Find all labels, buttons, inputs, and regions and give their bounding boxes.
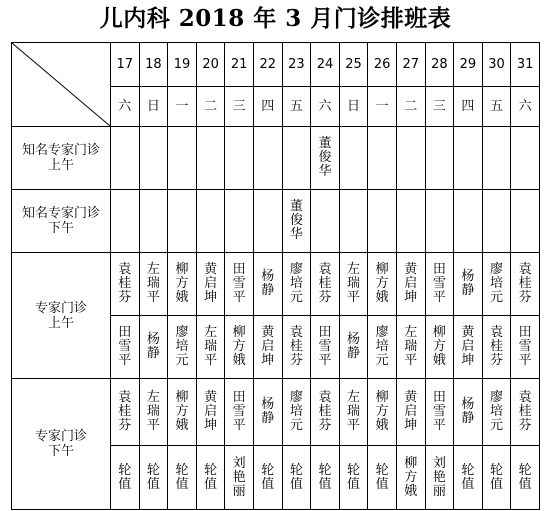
doctor-cell — [139, 190, 168, 253]
date-cell: 22 — [253, 43, 282, 87]
doctor-name: 袁桂芬 — [318, 262, 332, 305]
doctor-name: 杨静 — [261, 397, 275, 426]
doctor-cell — [253, 379, 282, 446]
doctor-cell — [282, 446, 311, 510]
date-cell: 19 — [168, 43, 197, 87]
doctor-name: 袁桂芬 — [518, 262, 532, 305]
date-cell: 23 — [282, 43, 311, 87]
weekday-cell: 日 — [139, 87, 168, 127]
doctor-cell — [511, 253, 540, 316]
doctor-cell — [425, 253, 454, 316]
doctor-name: 左瑞平 — [404, 325, 418, 368]
doctor-cell — [482, 127, 511, 190]
doctor-cell — [339, 379, 368, 446]
doctor-name: 袁桂芬 — [118, 390, 132, 433]
doctor-name: 轮值 — [318, 462, 332, 492]
weekday-cell: 六 — [111, 87, 140, 127]
doctor-cell — [454, 253, 483, 316]
doctor-cell — [454, 190, 483, 253]
doctor-cell — [425, 446, 454, 510]
doctor-name: 田雪平 — [318, 325, 332, 368]
doctor-cell — [253, 253, 282, 316]
doctor-name: 杨静 — [461, 397, 475, 426]
doctor-cell — [225, 446, 254, 510]
doctor-name: 刘艳丽 — [232, 455, 246, 499]
doctor-name: 杨静 — [347, 332, 361, 361]
doctor-name: 杨静 — [461, 269, 475, 298]
date-cell: 25 — [339, 43, 368, 87]
expert-am-row-1 — [12, 253, 540, 316]
doctor-name: 田雪平 — [518, 325, 532, 368]
doctor-cell — [482, 446, 511, 510]
doctor-name: 袁桂芬 — [490, 325, 504, 368]
doctor-cell — [396, 379, 425, 446]
doctor-cell — [311, 190, 340, 253]
doctor-name: 杨静 — [146, 332, 160, 361]
row-label-session: 下午 — [48, 444, 75, 459]
doctor-cell — [511, 379, 540, 446]
weekday-cell: 五 — [282, 87, 311, 127]
doctor-cell — [168, 379, 197, 446]
doctor-name: 轮值 — [261, 462, 275, 492]
doctor-name: 轮值 — [347, 462, 361, 492]
doctor-cell — [196, 253, 225, 316]
weekday-cell: 一 — [168, 87, 197, 127]
date-row — [12, 43, 540, 87]
doctor-cell — [111, 190, 140, 253]
doctor-name: 左瑞平 — [204, 325, 218, 368]
doctor-cell — [396, 190, 425, 253]
doctor-name: 轮值 — [175, 462, 189, 492]
doctor-name: 廖培元 — [490, 390, 504, 433]
doctor-cell — [139, 446, 168, 510]
weekday-cell: 四 — [454, 87, 483, 127]
doctor-name: 田雪平 — [432, 262, 446, 305]
doctor-name: 黄启坤 — [261, 325, 275, 368]
doctor-name: 廖培元 — [289, 390, 303, 433]
doctor-cell — [454, 127, 483, 190]
row-label-session: 下午 — [48, 221, 75, 236]
date-cell: 29 — [454, 43, 483, 87]
doctor-name: 袁桂芬 — [318, 390, 332, 433]
doctor-name: 轮值 — [375, 462, 389, 492]
doctor-cell — [482, 316, 511, 379]
row-label — [12, 127, 111, 190]
weekday-cell: 四 — [253, 87, 282, 127]
doctor-cell — [339, 127, 368, 190]
doctor-name: 袁桂芬 — [518, 390, 532, 433]
doctor-cell — [168, 253, 197, 316]
date-cell: 30 — [482, 43, 511, 87]
doctor-cell — [253, 316, 282, 379]
doctor-name: 袁桂芬 — [118, 262, 132, 305]
doctor-name: 轮值 — [518, 462, 532, 492]
doctor-cell — [311, 316, 340, 379]
doctor-cell — [196, 190, 225, 253]
doctor-name: 袁桂芬 — [289, 325, 303, 368]
doctor-cell — [339, 446, 368, 510]
row-label-clinic: 知名专家门诊 — [22, 206, 101, 221]
doctor-cell — [396, 446, 425, 510]
doctor-cell — [282, 190, 311, 253]
doctor-cell — [253, 190, 282, 253]
doctor-name: 黄启坤 — [204, 390, 218, 433]
row-label-clinic: 专家门诊 — [35, 429, 88, 444]
doctor-cell — [396, 316, 425, 379]
doctor-cell — [482, 253, 511, 316]
doctor-name: 轮值 — [146, 462, 160, 492]
doctor-cell — [111, 253, 140, 316]
doctor-name: 廖培元 — [289, 262, 303, 305]
doctor-cell — [425, 379, 454, 446]
doctor-name: 田雪平 — [432, 390, 446, 433]
doctor-cell — [111, 127, 140, 190]
doctor-cell — [368, 190, 397, 253]
doctor-cell — [225, 253, 254, 316]
doctor-name: 黄启坤 — [404, 390, 418, 433]
row-label — [12, 190, 111, 253]
doctor-cell — [425, 127, 454, 190]
doctor-name: 廖培元 — [375, 325, 389, 368]
date-cell: 26 — [368, 43, 397, 87]
doctor-name: 田雪平 — [118, 325, 132, 368]
row-label-clinic: 专家门诊 — [35, 300, 88, 316]
doctor-cell — [368, 253, 397, 316]
doctor-cell — [225, 190, 254, 253]
doctor-name: 轮值 — [204, 462, 218, 492]
doctor-name: 杨静 — [261, 269, 275, 298]
doctor-name: 董俊华 — [318, 136, 332, 179]
date-cell: 24 — [311, 43, 340, 87]
doctor-cell — [111, 379, 140, 446]
doctor-cell — [425, 190, 454, 253]
doctor-cell — [196, 127, 225, 190]
doctor-cell — [225, 127, 254, 190]
doctor-cell — [511, 190, 540, 253]
doctor-cell — [454, 379, 483, 446]
doctor-name: 柳方娥 — [175, 390, 189, 433]
doctor-name: 左瑞平 — [347, 262, 361, 305]
doctor-cell — [111, 316, 140, 379]
doctor-cell — [511, 127, 540, 190]
doctor-cell — [282, 127, 311, 190]
doctor-cell — [111, 446, 140, 510]
weekday-cell: 二 — [396, 87, 425, 127]
doctor-cell — [396, 127, 425, 190]
doctor-cell — [282, 316, 311, 379]
famous-pm-row — [12, 190, 540, 253]
date-cell: 31 — [511, 43, 540, 87]
doctor-cell — [339, 190, 368, 253]
doctor-cell — [511, 446, 540, 510]
doctor-name: 左瑞平 — [146, 262, 160, 305]
doctor-cell — [225, 379, 254, 446]
date-cell: 21 — [225, 43, 254, 87]
doctor-cell — [368, 446, 397, 510]
doctor-cell — [196, 446, 225, 510]
doctor-name: 廖培元 — [490, 262, 504, 305]
weekday-cell: 五 — [482, 87, 511, 127]
doctor-name: 黄启坤 — [461, 325, 475, 368]
row-label-session: 上午 — [48, 158, 75, 173]
doctor-name: 轮值 — [118, 462, 132, 492]
doctor-cell — [253, 127, 282, 190]
weekday-cell: 六 — [311, 87, 340, 127]
doctor-name: 黄启坤 — [204, 262, 218, 305]
expert-pm-row-1 — [12, 379, 540, 446]
date-cell: 20 — [196, 43, 225, 87]
row-label — [12, 253, 111, 379]
doctor-name: 轮值 — [461, 462, 475, 492]
doctor-cell — [225, 316, 254, 379]
weekday-cell: 三 — [225, 87, 254, 127]
date-cell: 17 — [111, 43, 140, 87]
doctor-cell — [368, 316, 397, 379]
doctor-cell — [511, 316, 540, 379]
doctor-name: 轮值 — [490, 462, 504, 492]
doctor-name: 柳方娥 — [432, 325, 446, 368]
date-cell: 18 — [139, 43, 168, 87]
doctor-cell — [368, 379, 397, 446]
page-title: 儿内科 2018 年 3 月门诊排班表 — [99, 5, 452, 32]
doctor-name: 黄启坤 — [404, 262, 418, 305]
doctor-cell — [282, 253, 311, 316]
weekday-cell: 一 — [368, 87, 397, 127]
doctor-cell — [196, 379, 225, 446]
doctor-cell — [311, 446, 340, 510]
doctor-name: 柳方娥 — [375, 262, 389, 305]
doctor-cell — [339, 316, 368, 379]
corner-cell — [12, 43, 111, 127]
doctor-cell — [139, 253, 168, 316]
doctor-cell — [482, 379, 511, 446]
doctor-cell — [339, 253, 368, 316]
doctor-cell — [454, 446, 483, 510]
doctor-cell — [168, 190, 197, 253]
doctor-name: 柳方娥 — [404, 455, 418, 499]
famous-am-row — [12, 127, 540, 190]
doctor-name: 田雪平 — [232, 390, 246, 433]
doctor-name: 左瑞平 — [146, 390, 160, 433]
doctor-cell — [168, 446, 197, 510]
doctor-cell — [139, 127, 168, 190]
weekday-cell: 六 — [511, 87, 540, 127]
doctor-name: 刘艳丽 — [432, 455, 446, 499]
doctor-name: 廖培元 — [175, 325, 189, 368]
doctor-name: 左瑞平 — [347, 390, 361, 433]
doctor-cell — [311, 253, 340, 316]
doctor-cell — [482, 190, 511, 253]
date-cell: 27 — [396, 43, 425, 87]
doctor-name: 柳方娥 — [175, 262, 189, 305]
doctor-cell — [425, 316, 454, 379]
diagonal-line — [12, 43, 110, 126]
row-label-clinic: 知名专家门诊 — [22, 143, 101, 158]
doctor-cell — [139, 316, 168, 379]
doctor-cell — [396, 253, 425, 316]
weekday-cell: 日 — [339, 87, 368, 127]
row-label — [12, 379, 111, 510]
schedule-table — [11, 42, 540, 510]
doctor-name: 田雪平 — [232, 262, 246, 305]
doctor-cell — [168, 316, 197, 379]
weekday-cell: 三 — [425, 87, 454, 127]
doctor-name: 柳方娥 — [375, 390, 389, 433]
doctor-cell — [311, 379, 340, 446]
doctor-cell — [168, 127, 197, 190]
weekday-cell: 二 — [196, 87, 225, 127]
doctor-cell — [253, 446, 282, 510]
doctor-cell — [196, 316, 225, 379]
doctor-name: 董俊华 — [289, 199, 303, 242]
doctor-cell — [454, 316, 483, 379]
doctor-cell — [282, 379, 311, 446]
date-cell: 28 — [425, 43, 454, 87]
doctor-name: 柳方娥 — [232, 325, 246, 368]
doctor-cell — [368, 127, 397, 190]
row-label-session: 上午 — [48, 315, 75, 331]
doctor-name: 轮值 — [289, 462, 303, 492]
doctor-cell — [139, 379, 168, 446]
doctor-cell — [311, 127, 340, 190]
